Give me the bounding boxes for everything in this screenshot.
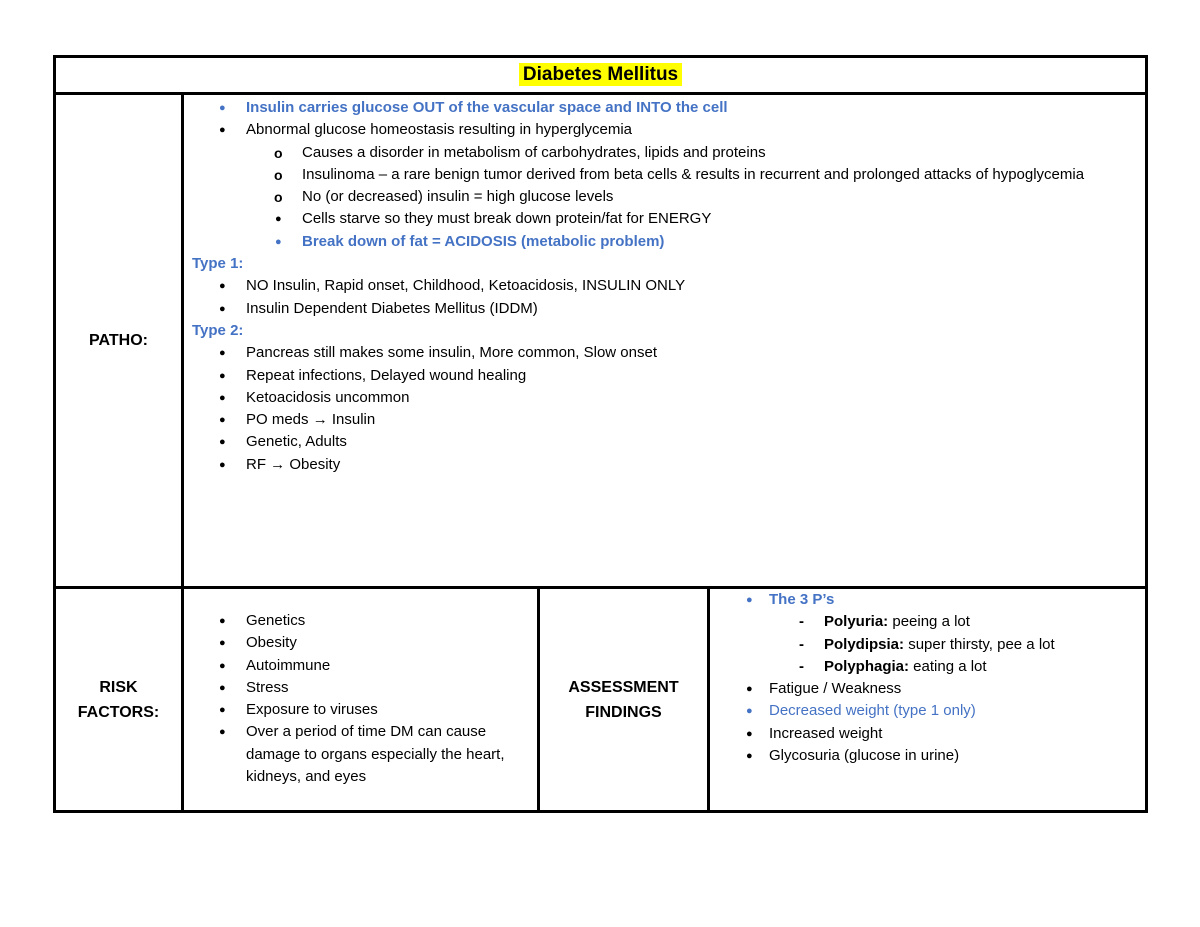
risk-item-2: ● Autoimmune — [192, 655, 529, 677]
assessment-item-3: ● Glycosuria (glucose in urine) — [606, 745, 1139, 767]
type2-heading: Type 2: — [192, 321, 244, 339]
assessment-label-line2: FINDINGS — [585, 703, 662, 721]
polyphagia-term: Polyphagia: — [824, 657, 910, 675]
assessment-sub-item-2 — [606, 656, 1139, 678]
risk-label-line2: FACTORS: — [77, 703, 160, 721]
assessment-content — [710, 589, 1145, 767]
patho-item-3: o Insulinoma – a rare benign tumor derived from beta cells & results in recurrent and prolonged attacks of hypoglycemia — [192, 164, 1137, 186]
patho-item-6: ● Break down of fat = ACIDOSIS (metabolic problem) — [192, 231, 1137, 253]
type2-item-3-before: PO meds — [246, 411, 313, 429]
risk-label-line1: RISK — [99, 678, 138, 696]
patho-content-cell — [183, 94, 1147, 588]
type1-item-1: ● Insulin Dependent Diabetes Mellitus (IDDM) — [192, 298, 1137, 320]
polyuria-desc: peeing a lot — [888, 613, 970, 631]
assessment-list — [606, 589, 1139, 767]
type1-list — [192, 275, 1137, 320]
type2-item-1: ● Repeat infections, Delayed wound healing — [192, 365, 1137, 387]
type2-item-3-after: Insulin — [327, 411, 376, 429]
type1-heading: Type 1: — [192, 255, 244, 273]
three-ps-item: ● The 3 P’s — [606, 589, 1139, 611]
type2-item-5 — [192, 454, 1137, 476]
table-title: Diabetes Mellitus — [519, 63, 682, 86]
risk-list — [192, 610, 529, 788]
patho-label: PATHO: — [89, 332, 148, 349]
patho-item-2: o Causes a disorder in metabolism of carbohydrates, lipids and proteins — [192, 142, 1137, 164]
risk-label-cell — [55, 588, 183, 812]
risk-item-4: ● Exposure to viruses — [192, 699, 529, 721]
risk-item-0: ● Genetics — [192, 610, 529, 632]
type2-item-0: ● Pancreas still makes some insulin, More common, Slow onset — [192, 342, 1137, 364]
patho-main-list — [192, 97, 1137, 253]
type2-item-4: ● Genetic, Adults — [192, 431, 1137, 453]
type2-item-2: ● Ketoacidosis uncommon — [192, 387, 1137, 409]
polyuria-term: Polyuria: — [824, 613, 889, 631]
polydipsia-term: Polydipsia: — [824, 635, 905, 653]
type2-item-3 — [192, 409, 1137, 431]
patho-item-5: ● Cells starve so they must break down protein/fat for ENERGY — [192, 208, 1137, 230]
type2-list — [192, 342, 1137, 476]
right-arrow-icon: → — [312, 411, 328, 429]
risk-item-3: ● Stress — [192, 677, 529, 699]
assessment-item-0: ● Fatigue / Weakness — [606, 678, 1139, 700]
polyphagia-desc: eating a lot — [909, 657, 987, 675]
assessment-label-line1: ASSESSMENT — [568, 678, 679, 696]
diabetes-table — [53, 55, 1148, 813]
assessment-sub-item-0 — [606, 611, 1139, 633]
patho-label-cell — [55, 94, 183, 588]
patho-content — [184, 95, 1145, 476]
polydipsia-desc: super thirsty, pee a lot — [904, 635, 1055, 653]
type1-item-0: ● NO Insulin, Rapid onset, Childhood, Ketoacidosis, INSULIN ONLY — [192, 275, 1137, 297]
type2-item-5-after: Obesity — [285, 455, 341, 473]
risk-content — [184, 589, 537, 788]
assessment-item-1: ● Decreased weight (type 1 only) — [606, 700, 1139, 722]
risk-item-5: ● Over a period of time DM can cause damage to organs especially the heart, kidneys, and eyes — [192, 721, 529, 788]
risk-content-cell — [183, 588, 539, 812]
patho-item-0: ● Insulin carries glucose OUT of the vascular space and INTO the cell — [192, 97, 1137, 119]
risk-item-1: ● Obesity — [192, 632, 529, 654]
right-arrow-icon: → — [270, 455, 286, 473]
document-page — [53, 55, 1145, 813]
title-cell — [55, 57, 1147, 94]
type2-item-5-before: RF — [246, 455, 271, 473]
assessment-sub-item-1 — [606, 634, 1139, 656]
patho-item-4: o No (or decreased) insulin = high glucose levels — [192, 186, 1137, 208]
assessment-item-2: ● Increased weight — [606, 723, 1139, 745]
patho-item-1: ● Abnormal glucose homeostasis resulting in hyperglycemia — [192, 119, 1137, 141]
assessment-content-cell — [709, 588, 1147, 812]
